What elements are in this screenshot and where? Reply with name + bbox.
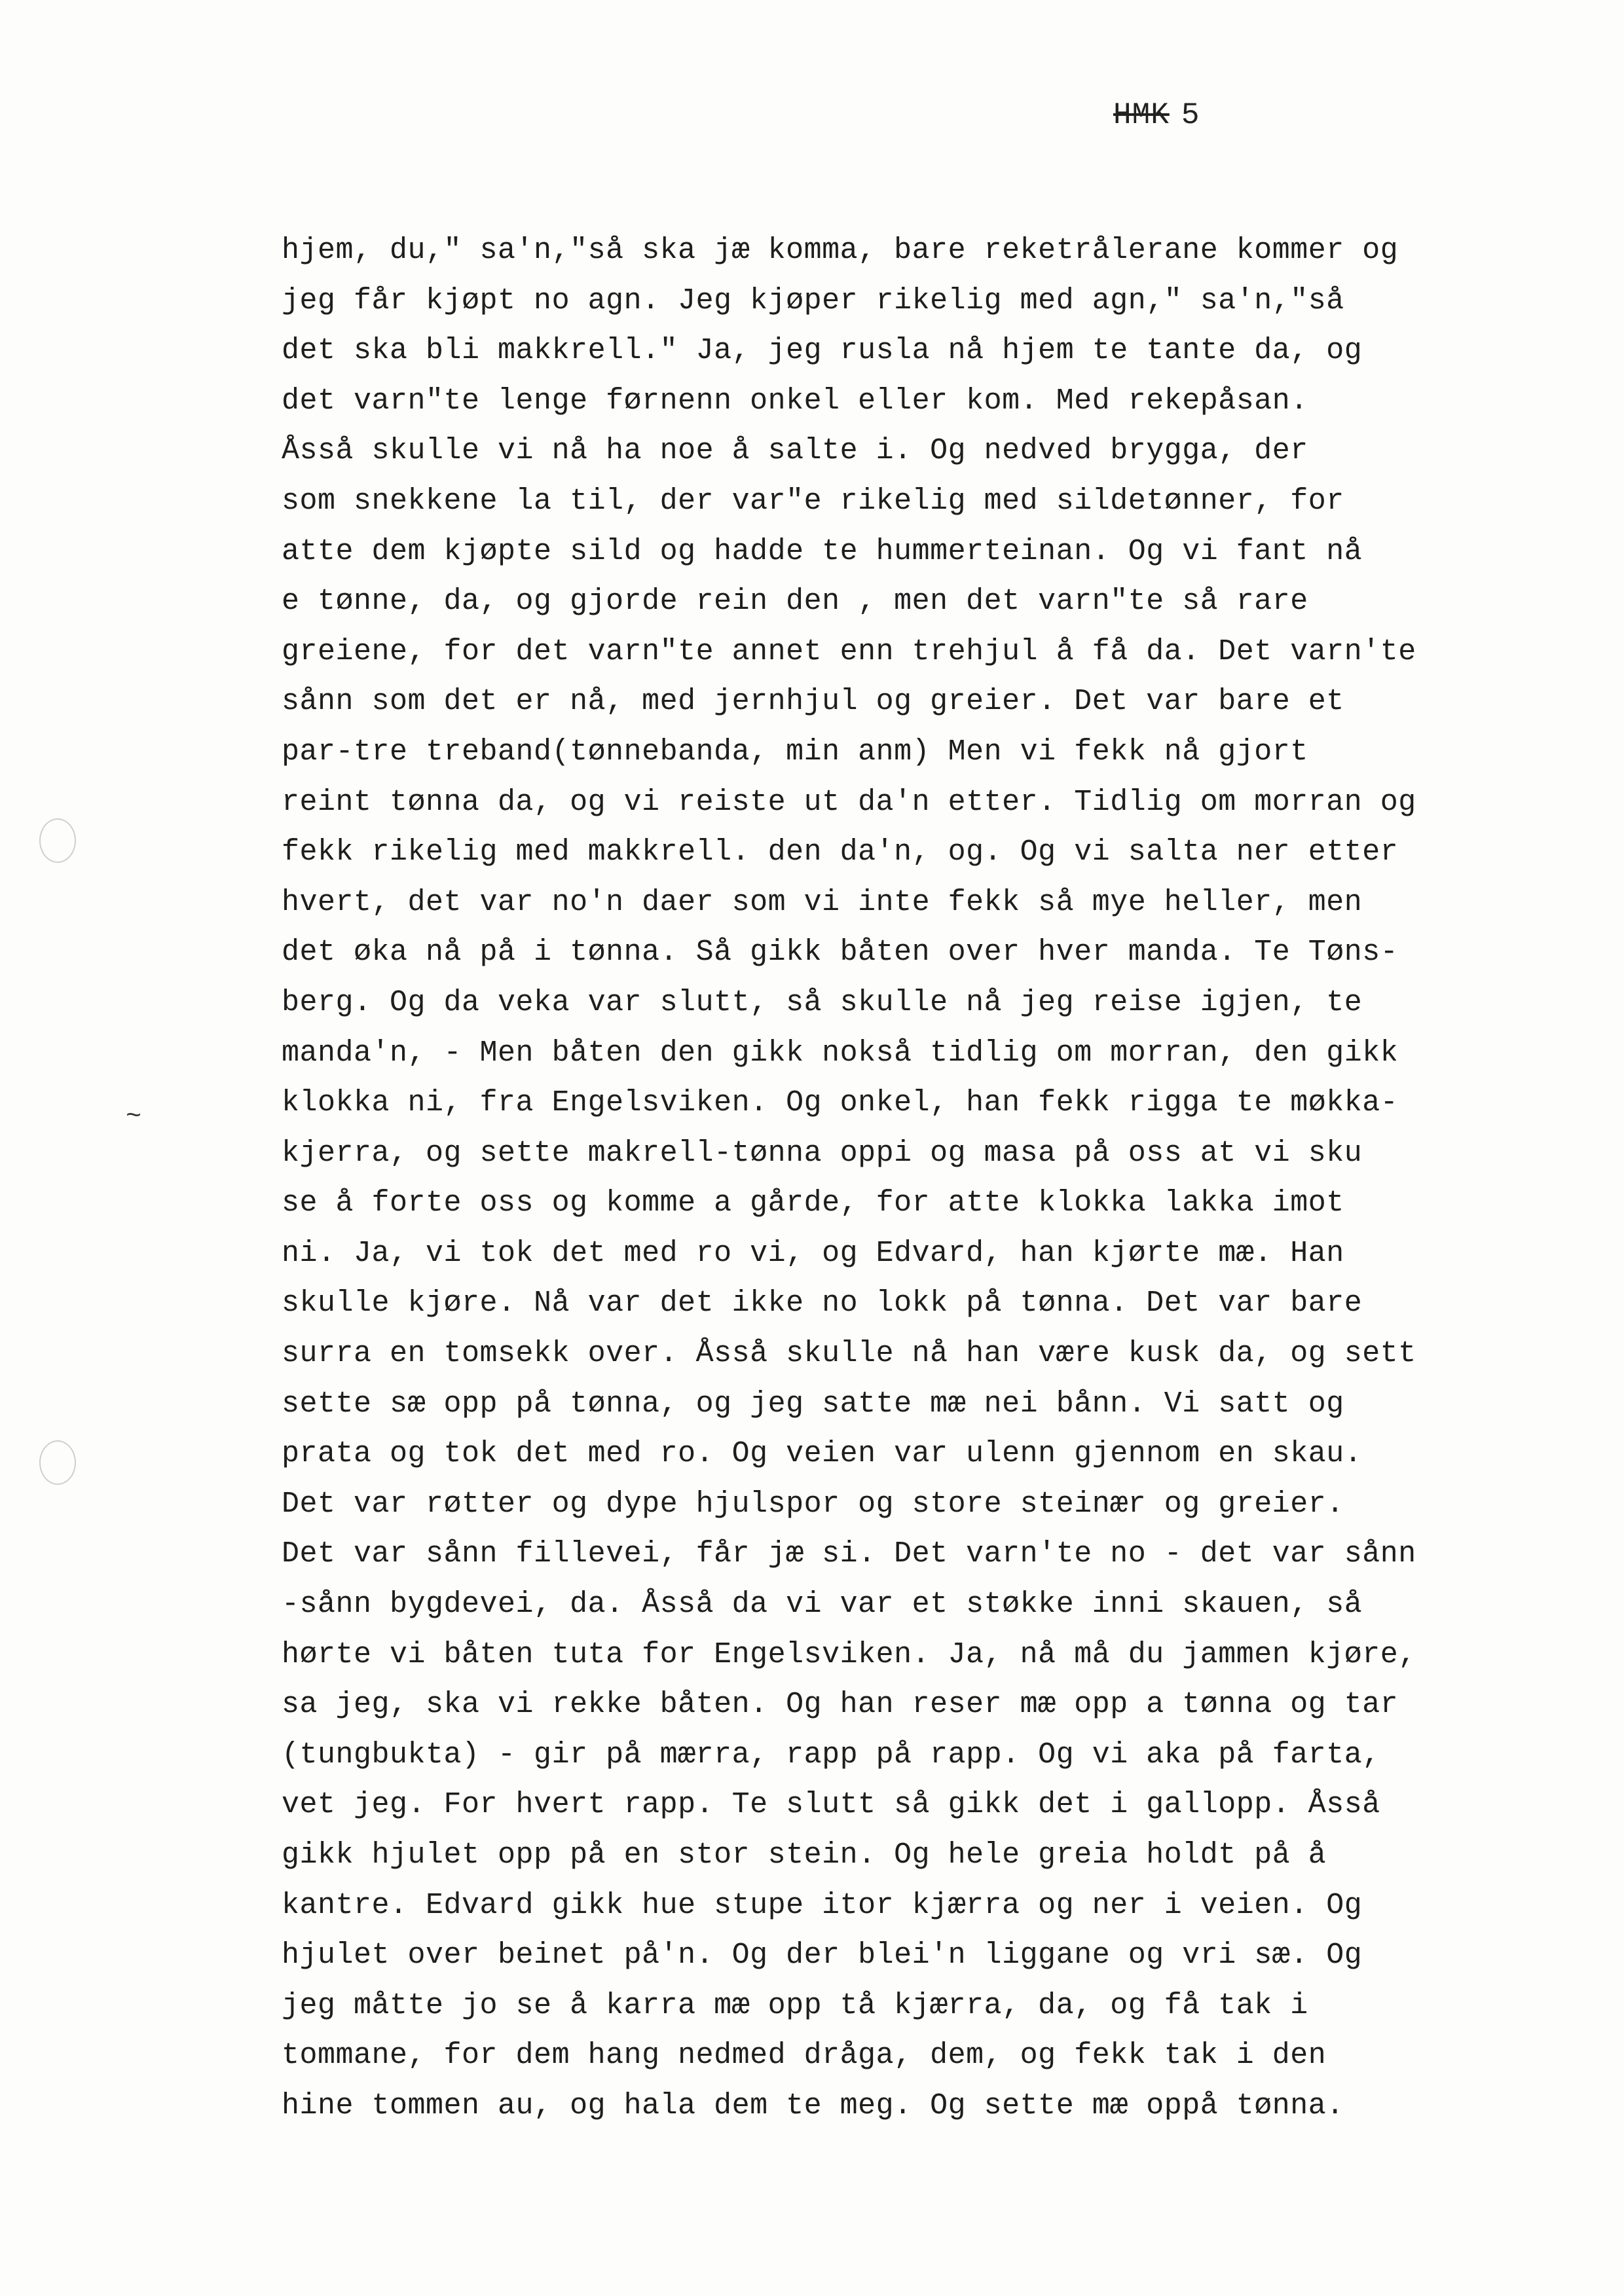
text-line: vet jeg. For hvert rapp. Te slutt så gikk det i gallopp. Åsså <box>282 1788 1380 1822</box>
text-line: prata og tok det med ro. Og veien var ulenn gjennom en skau. <box>282 1437 1363 1471</box>
text-line: Det var sånn fillevei, får jæ si. Det varn'te no - det var sånn <box>282 1537 1416 1571</box>
punch-hole-bottom <box>39 1440 76 1485</box>
text-line: gikk hjulet opp på en stor stein. Og hele greia holdt på å <box>282 1838 1327 1872</box>
punch-hole-top <box>39 818 76 863</box>
text-line: det varn"te lenge førnenn onkel eller kom. Med rekepåsan. <box>282 384 1308 418</box>
text-line: (tungbukta) - gir på mærra, rapp på rapp. Og vi aka på farta, <box>282 1738 1380 1772</box>
text-line: atte dem kjøpte sild og hadde te hummerteinan. Og vi fant nå <box>282 534 1363 568</box>
page-number: 5 <box>1181 98 1200 132</box>
text-line: som snekkene la til, der var"e rikelig med sildetønner, for <box>282 484 1344 518</box>
page-header <box>1113 98 1200 132</box>
text-line: e tønne, da, og gjorde rein den , men det varn"te så rare <box>282 585 1308 619</box>
scan-speck-icon: ~ <box>126 1102 142 1132</box>
text-line: surra en tomsekk over. Åsså skulle nå han være kusk da, og sett <box>282 1337 1416 1371</box>
text-line: berg. Og da veka var slutt, så skulle nå jeg reise igjen, te <box>282 985 1363 1019</box>
text-line: det ska bli makkrell." Ja, jeg rusla nå hjem te tante da, og <box>282 334 1363 368</box>
text-line: kjerra, og sette makrell-tønna oppi og masa på oss at vi sku <box>282 1136 1363 1170</box>
text-line: reint tønna da, og vi reiste ut da'n etter. Tidlig om morran og <box>282 785 1416 819</box>
text-line: greiene, for det varn"te annet enn trehjul å få da. Det varn'te <box>282 634 1416 668</box>
text-line: jeg måtte jo se å karra mæ opp tå kjærra, da, og få tak i <box>282 1988 1308 2022</box>
text-line: sånn som det er nå, med jernhjul og greier. Det var bare et <box>282 685 1344 719</box>
text-line: se å forte oss og komme a gårde, for atte klokka lakka imot <box>282 1186 1344 1220</box>
text-line: det øka nå på i tønna. Så gikk båten over hver manda. Te Tøns- <box>282 936 1399 970</box>
text-line: ni. Ja, vi tok det med ro vi, og Edvard, han kjørte mæ. Han <box>282 1236 1344 1270</box>
text-line: Åsså skulle vi nå ha noe å salte i. Og nedved brygga, der <box>282 434 1308 468</box>
text-line: tommane, for dem hang nedmed dråga, dem, og fekk tak i den <box>282 2039 1327 2073</box>
typewritten-body <box>282 226 1578 2132</box>
text-line: jeg får kjøpt no agn. Jeg kjøper rikelig med agn," sa'n,"så <box>282 283 1344 318</box>
text-line: fekk rikelig med makkrell. den da'n, og. Og vi salta ner etter <box>282 835 1399 869</box>
text-line: manda'n, - Men båten den gikk nokså tidlig om morran, den gikk <box>282 1036 1399 1070</box>
text-line: Det var røtter og dype hjulspor og store steinær og greier. <box>282 1487 1344 1521</box>
text-line: hørte vi båten tuta for Engelsviken. Ja, nå må du jammen kjøre, <box>282 1637 1416 1671</box>
header-mark: HMK <box>1113 98 1170 132</box>
text-line: hjulet over beinet på'n. Og der blei'n liggane og vri sæ. Og <box>282 1939 1363 1973</box>
text-line: sette sæ opp på tønna, og jeg satte mæ nei bånn. Vi satt og <box>282 1387 1344 1421</box>
text-line: skulle kjøre. Nå var det ikke no lokk på tønna. Det var bare <box>282 1286 1363 1321</box>
text-line: hjem, du," sa'n,"så ska jæ komma, bare reketrålerane kommer og <box>282 234 1399 267</box>
text-line: klokka ni, fra Engelsviken. Og onkel, han fekk rigga te møkka- <box>282 1086 1399 1120</box>
text-line: -sånn bygdevei, da. Åsså da vi var et støkke inni skauen, så <box>282 1588 1363 1622</box>
text-line: hine tommen au, og hala dem te meg. Og sette mæ oppå tønna. <box>282 2088 1344 2123</box>
text-line: hvert, det var no'n daer som vi inte fekk så mye heller, men <box>282 885 1363 919</box>
text-line: par-tre treband(tønnebanda, min anm) Men vi fekk nå gjort <box>282 735 1308 769</box>
text-line: kantre. Edvard gikk hue stupe itor kjærra og ner i veien. Og <box>282 1888 1363 1922</box>
text-line: sa jeg, ska vi rekke båten. Og han reser mæ opp a tønna og tar <box>282 1688 1399 1722</box>
